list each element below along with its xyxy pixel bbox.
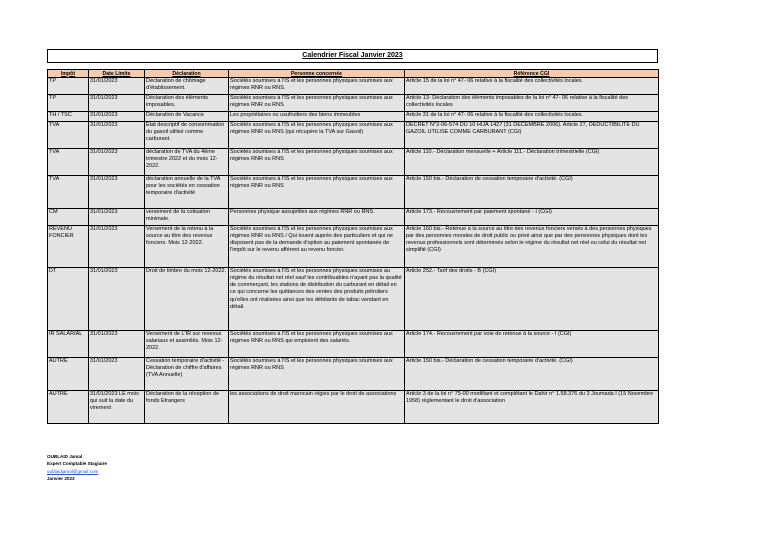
- cell-date-limite[interactable]: 31/01/2023: [89, 226, 145, 268]
- author-email-link[interactable]: oublaidjamal@gmail.com: [47, 468, 99, 474]
- cell-personne-concernee[interactable]: Les propriétaires ou usufruitiers des biens immeubles: [229, 112, 405, 122]
- cell-date-limite[interactable]: 31/01/2023: [89, 209, 145, 226]
- table-row: [48, 122, 659, 149]
- author-footer: [47, 453, 107, 483]
- cell-reference-cgi[interactable]: Article 15 de la loi n° 47- 06 relative à la fiscalité des collectivités locales.: [405, 78, 659, 95]
- cell-declaration[interactable]: Cessation temporaire d'activité - Déclaration de chiffre d'affaires (TVA Annuelle): [145, 358, 229, 391]
- table-row: [48, 95, 659, 112]
- cell-declaration[interactable]: Déclaration de chômage d'établissement.: [145, 78, 229, 95]
- cell-reference-cgi[interactable]: Article 160 bis.- Retenue à la source au titre des revenus fonciers versés à des personnes physiques par des personnes morales de droit public ou privé ainsi que par des personnes physiques dont les revenus professionnels sont déterminés selon le régime du résultat net réel ou celui du résultat net simplifié (CGI): [405, 226, 659, 268]
- cell-personne-concernee[interactable]: Sociétés soumises à l'IS et les personnes physiques soumises aux régimes RNR ou RNS (qui récupère la TVA sur Gasoil): [229, 122, 405, 149]
- table-row: [48, 391, 659, 424]
- cell-personne-concernee[interactable]: Personnes physique assujetties aux régimes RNR ou RNS.: [229, 209, 405, 226]
- cell-impot[interactable]: TVA: [48, 149, 89, 176]
- cell-declaration[interactable]: Déclaration des éléments imposables.: [145, 95, 229, 112]
- header-reference-cgi[interactable]: Référence CGI: [405, 70, 659, 78]
- cell-date-limite[interactable]: 31/01/2023: [89, 149, 145, 176]
- header-personne-concernee[interactable]: Personne concernée: [229, 70, 405, 78]
- cell-personne-concernee[interactable]: Sociétés soumises à l'IS et les personnes physiques soumises au régime du résultat net réel sauf les contribuables n'ayant pas la qualité de commerçant, les stations de distribution du carburant en détail en ce qui concerne les quittances des ventes des produits pétroliers qu'elles ont réalisées ainsi que les débitants de tabac vendant en détail.: [229, 268, 405, 331]
- cell-declaration[interactable]: Versement de la retenu à la source au titre des revenus fonciers. Mois 12-2022.: [145, 226, 229, 268]
- table-row: [48, 112, 659, 122]
- cell-declaration[interactable]: Etat descriptif de consommation du gasoil utilisé comme carburant.: [145, 122, 229, 149]
- cell-impot[interactable]: TVA: [48, 122, 89, 149]
- table-row: [48, 226, 659, 268]
- table-row: [48, 149, 659, 176]
- cell-date-limite[interactable]: 31/01/2023: [89, 358, 145, 391]
- page-title-box: [47, 49, 658, 63]
- cell-impot[interactable]: TVA: [48, 176, 89, 209]
- table-header-row: [48, 70, 659, 78]
- cell-impot[interactable]: AUTRE: [48, 358, 89, 391]
- table-row: [48, 176, 659, 209]
- table-row: [48, 209, 659, 226]
- cell-impot[interactable]: TH / TSC: [48, 112, 89, 122]
- cell-impot[interactable]: TP: [48, 95, 89, 112]
- cell-date-limite[interactable]: 31/01/2023: [89, 176, 145, 209]
- header-declaration[interactable]: Déclaration: [145, 70, 229, 78]
- cell-reference-cgi[interactable]: DECRET N°2-06-574 DU 10 HIJA 1427 (31 DECEMBRE 2006). Article 27, DEDUCTIBILITE DU GAZOIL UTILISE COMME CARBURANT (CGI): [405, 122, 659, 149]
- table-row: [48, 358, 659, 391]
- cell-impot[interactable]: IR SALARIAL: [48, 331, 89, 358]
- cell-declaration[interactable]: Déclaration de Vacance: [145, 112, 229, 122]
- cell-reference-cgi[interactable]: Article 31 de la loi n° 47- 06 relative à la fiscalité des collectivités locales.: [405, 112, 659, 122]
- cell-impot[interactable]: TP: [48, 78, 89, 95]
- header-date-limite[interactable]: Date Limite: [89, 70, 145, 78]
- cell-personne-concernee[interactable]: Sociétés soumises à l'IS et les personnes physiques soumises aux régimes RNR ou RNS / Qui louent auprès des particuliers et qui ne disposent pas de la demande d'option au paiement spontanée de l'impôt sur le revenu afférent au revenu foncier.: [229, 226, 405, 268]
- cell-personne-concernee[interactable]: Sociétés soumises à l'IS et les personnes physiques soumises aux régimes RNR ou RNS qui emploient des salariés.: [229, 331, 405, 358]
- cell-impot[interactable]: AUTRE: [48, 391, 89, 424]
- cell-reference-cgi[interactable]: Article 110.- Déclaration mensuelle + Article 111.- Déclaration trimestrielle (CGI): [405, 149, 659, 176]
- cell-date-limite[interactable]: 31/01/2023: [89, 268, 145, 331]
- page-title: Calendrier Fiscal Janvier 2023: [302, 52, 403, 59]
- cell-personne-concernee[interactable]: Sociétés soumises à l'IS et les personnes physiques soumises aux régimes RNR ou RNS: [229, 95, 405, 112]
- fiscal-calendar-sheet: [47, 49, 658, 424]
- cell-date-limite[interactable]: 31/01/2023: [89, 331, 145, 358]
- cell-personne-concernee[interactable]: Sociétés soumises à l'IS et les personnes physiques soumises aux régimes RNR ou RNS: [229, 176, 405, 209]
- cell-declaration[interactable]: déclaration de TVA du 4ème trimestre 2022 et du mois 12-2022.: [145, 149, 229, 176]
- cell-date-limite[interactable]: 31/01/2023: [89, 95, 145, 112]
- footer-date: Janvier 2023: [47, 476, 75, 482]
- cell-declaration[interactable]: Versement de L'IR sur revenus salariaux et assimilés. Mois 12-2022.: [145, 331, 229, 358]
- cell-reference-cgi[interactable]: Article 173.- Recouvrement par paiement spontané - I (CGI): [405, 209, 659, 226]
- cell-personne-concernee[interactable]: Sociétés soumises à l'IS et les personnes physiques soumises aux régimes RNR ou RNS: [229, 149, 405, 176]
- cell-reference-cgi[interactable]: Article 150 bis.- Déclaration de cessation temporaire d'activité. (CGI): [405, 176, 659, 209]
- cell-reference-cgi[interactable]: Article 150 bis.- Déclaration de cessation temporaire d'activité. (CGI): [405, 358, 659, 391]
- cell-reference-cgi[interactable]: Article 252.- Tarif des droits - B (CGI): [405, 268, 659, 331]
- table-row: [48, 268, 659, 331]
- cell-personne-concernee[interactable]: Sociétés soumises à l'IS et les personnes physiques soumises aux régimes RNR ou RNS.: [229, 78, 405, 95]
- cell-declaration[interactable]: Déclaration de la réception de fonds Etrangers: [145, 391, 229, 424]
- cell-impot[interactable]: REVENU FONCIER: [48, 226, 89, 268]
- cell-date-limite[interactable]: 31/01/2023: [89, 112, 145, 122]
- cell-declaration[interactable]: versement de la cotisation minimale.: [145, 209, 229, 226]
- author-role: Expert Comptable Stagiaire: [47, 461, 107, 467]
- cell-impot[interactable]: CM: [48, 209, 89, 226]
- table-row: [48, 78, 659, 95]
- cell-declaration[interactable]: déclaration annuelle de la TVA pour les sociétés en cessation temporaire d'activité: [145, 176, 229, 209]
- cell-date-limite[interactable]: 31/01/2023: [89, 78, 145, 95]
- cell-personne-concernee[interactable]: les associations de droit marocain régies par le droit de associations: [229, 391, 405, 424]
- cell-declaration[interactable]: Droit de timbre du mois 12-2022.: [145, 268, 229, 331]
- cell-reference-cgi[interactable]: Article 3 de la loi n° 75-00 modifiant et complétant le Dahir n° 1.58.376 du 3 Joumada I (15 Novembre 1958) réglementant le droit d'association: [405, 391, 659, 424]
- fiscal-calendar-table: [47, 69, 659, 424]
- table-row: [48, 331, 659, 358]
- cell-impot[interactable]: DT: [48, 268, 89, 331]
- cell-reference-cgi[interactable]: Article 174.- Recouvrement par voie de retenue à la source - I (CGI): [405, 331, 659, 358]
- author-name: OUBLAID Jamal: [47, 454, 83, 459]
- cell-personne-concernee[interactable]: Sociétés soumises à l'IS et les personnes physiques soumises aux régimes RNR ou RNS: [229, 358, 405, 391]
- cell-date-limite[interactable]: 31/01/2023 LE mois qui suit la date du virement: [89, 391, 145, 424]
- cell-reference-cgi[interactable]: Article 13- Déclaration des éléments imposables de la loi n° 47- 06 relative à la fiscalité des collectivités locales: [405, 95, 659, 112]
- header-impot[interactable]: Impôt: [48, 70, 89, 78]
- cell-date-limite[interactable]: 31/01/2023: [89, 122, 145, 149]
